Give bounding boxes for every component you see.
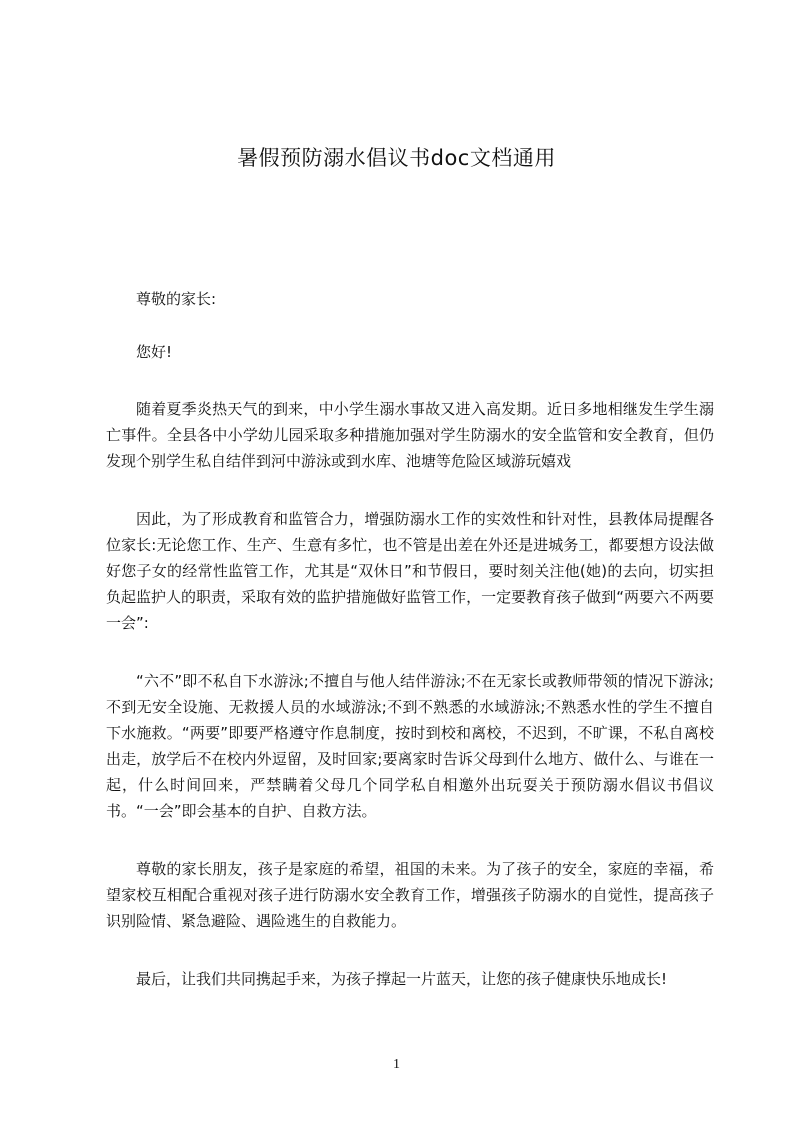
page-number: 1: [393, 1057, 400, 1072]
greeting: 您好!: [136, 343, 173, 361]
salutation: 尊敬的家长:: [136, 290, 217, 308]
paragraph-appeal: 尊敬的家长朋友，孩子是家庭的希望，祖国的未来。为了孩子的安全，家庭的幸福，希望家校互相配合重视对孩子进行防溺水安全教育工作，增强孩子防溺水的自觉性，提高孩子识别险情、紧急避险、遇险逃生的自救能力。: [106, 860, 714, 930]
paragraph-closing: 最后，让我们共同携起手来，为孩子撑起一片蓝天，让您的孩子健康快乐地成长!: [136, 970, 668, 988]
paragraph-reminder: 因此，为了形成教育和监管合力，增强防溺水工作的实效性和针对性，县教体局提醒各位家长:无论您工作、生产、生意有多忙，也不管是出差在外还是进城务工，都要想方设法做好您子女的经常性监管工作，尤其是“双休日”和节假日，要时刻关注他(她)的去向，切实担负起监护人的职责，采取有效的监护措施做好监管工作，一定要教育孩子做到“两要六不两要一会”:: [106, 510, 714, 632]
paragraph-rules: “六不”即不私自下水游泳;不擅自与他人结伴游泳;不在无家长或教师带领的情况下游泳;不到无安全设施、无救援人员的水域游泳;不到不熟悉的水域游泳;不熟悉水性的学生不擅自下水施救。“两要”即要严格遵守作息制度，按时到校和离校，不迟到，不旷课，不私自离校出走，放学后不在校内外逗留，及时回家;要离家时告诉父母到什么地方、做什么、与谁在一起，什么时间回来，严禁瞒着父母几个同学私自相邀外出玩耍关于预防溺水倡议书倡议书。“一会”即会基本的自护、自救方法。: [106, 672, 714, 820]
document-title: 暑假预防溺水倡议书doc文档通用: [237, 146, 556, 170]
document-body: [106, 286, 714, 992]
paragraph-background: 随着夏季炎热天气的到来，中小学生溺水事故又进入高发期。近日多地相继发生学生溺亡事件。全县各中小学幼儿园采取多种措施加强对学生防溺水的安全监管和安全教育，但仍发现个别学生私自结伴到河中游泳或到水库、池塘等危险区域游玩嬉戏: [106, 400, 714, 470]
